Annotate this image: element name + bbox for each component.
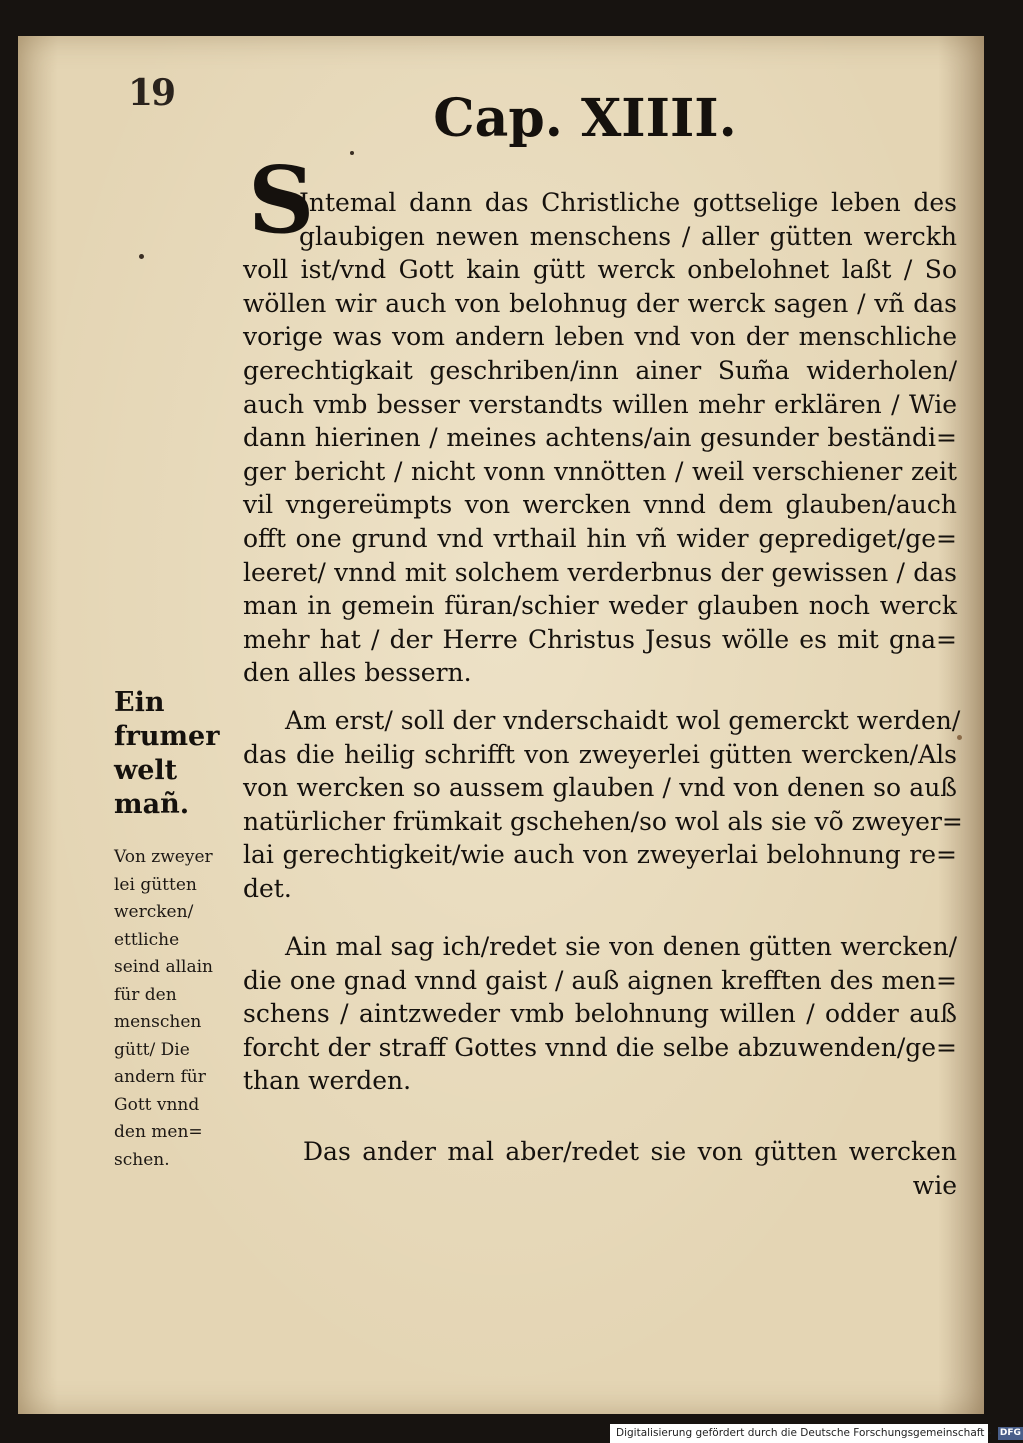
text-line: det.: [243, 873, 292, 903]
marginal-note-line: wercken/: [114, 902, 194, 922]
text-line: dann hierinen / meines achtens/ain gesunder beständi=: [243, 423, 957, 453]
text-line: Ain mal sag ich/redet sie von denen gütten wercken/: [285, 932, 957, 961]
marginal-heading-line: mañ.: [114, 789, 190, 820]
text-line: ger bericht / nicht vonn vnnötten / weil verschiener zeit: [243, 456, 957, 486]
paragraph-4: [243, 1135, 957, 1202]
marginal-heading-line: frumer: [114, 721, 220, 752]
text-line: natürlicher frümkait gschehen/so wol als sie võ zweyer=: [243, 806, 963, 836]
text-line: den alles bessern.: [243, 658, 472, 688]
text-line: die one gnad vnnd gaist / auß aignen krefften des men=: [243, 965, 957, 995]
text-line: man in gemein füran/schier weder glauben noch werck: [243, 591, 957, 621]
text-line: das die heilig schrifft von zweyerlei gütten wercken/Als: [243, 739, 957, 769]
text-line: glaubigen newen menschens / aller gütten werckh: [299, 221, 957, 251]
text-line: Am erst/ soll der vnderschaidt wol gemerckt werden/: [285, 706, 961, 735]
marginal-note-line: Gott vnnd: [114, 1094, 200, 1115]
text-line: forcht der straff Gottes vnnd die selbe abzuwenden/ge=: [243, 1032, 957, 1062]
marginal-heading: [114, 686, 234, 822]
folio-number: 19: [128, 72, 175, 114]
marginal-note-line: gütt/ Die: [114, 1039, 190, 1060]
ink-speck: [957, 735, 962, 740]
text-line: gerechtigkait geschriben/inn ainer Sum̃a widerholen/: [243, 355, 957, 385]
footer-text: Digitalisierung gefördert durch die Deutsche Forschungsgemeinschaft -: [616, 1427, 992, 1439]
marginal-note-line: seind allain: [114, 957, 213, 977]
text-line: wöllen wir auch von belohnug der werck sagen / vñ das: [243, 288, 957, 318]
dfg-logo-icon: DFG: [999, 1427, 1021, 1438]
marginal-heading-line: welt: [114, 755, 178, 786]
text-line: vorige was vom andern leben vnd von der menschliche: [243, 322, 957, 352]
marginal-note-line: den men=: [114, 1122, 203, 1142]
marginal-note-line: menschen: [114, 1012, 202, 1032]
text-line: schens / aintzweder vmb belohnung willen / odder auß: [243, 999, 957, 1029]
text-line: offt one grund vnd vrthail hin vñ wider geprediget/ge=: [243, 523, 957, 553]
text-line: Das ander mal aber/redet sie von gütten wercken: [303, 1137, 957, 1166]
catchword: wie: [912, 1170, 957, 1200]
footer-credit: [610, 1424, 1021, 1443]
paragraph-2: [243, 704, 963, 906]
marginal-note-line: für den: [114, 984, 177, 1005]
ink-speck: [139, 254, 144, 259]
text-line: auch vmb besser verstandts willen mehr erklären / Wie: [243, 389, 957, 419]
marginal-note-line: ettliche: [114, 929, 180, 950]
text-line: voll ist/vnd Gott kain gütt werck onbelohnet laßt / So: [243, 255, 957, 285]
marginal-note: [114, 844, 240, 1174]
marginal-note-line: schen.: [114, 1149, 170, 1170]
text-line: mehr hat / der Herre Christus Jesus wölle es mit gna=: [243, 624, 957, 654]
chapter-title: Cap. XIIII.: [433, 88, 737, 149]
marginal-note-line: lei gütten: [114, 874, 197, 895]
ink-speck: [350, 151, 354, 155]
text-line: vil vngereümpts von wercken vnnd dem glauben/auch: [243, 490, 957, 520]
text-line: Intemal dann das Christliche gottselige leben des: [299, 188, 957, 217]
text-line: leeret/ vnnd mit solchem verderbnus der gewissen / das: [243, 557, 957, 587]
drop-capital: S: [248, 146, 315, 254]
paragraph-3: [243, 930, 957, 1098]
text-line: lai gerechtigkeit/wie auch von zweyerlai belohnung re=: [243, 840, 957, 870]
marginal-heading-line: Ein: [114, 687, 165, 718]
paragraph-1: [243, 186, 957, 690]
text-line: von wercken so aussem glauben / vnd von denen so auß: [243, 773, 957, 803]
text-line: than werden.: [243, 1066, 412, 1096]
marginal-note-line: andern für: [114, 1067, 206, 1087]
marginal-note-line: Von zweyer: [114, 847, 213, 867]
